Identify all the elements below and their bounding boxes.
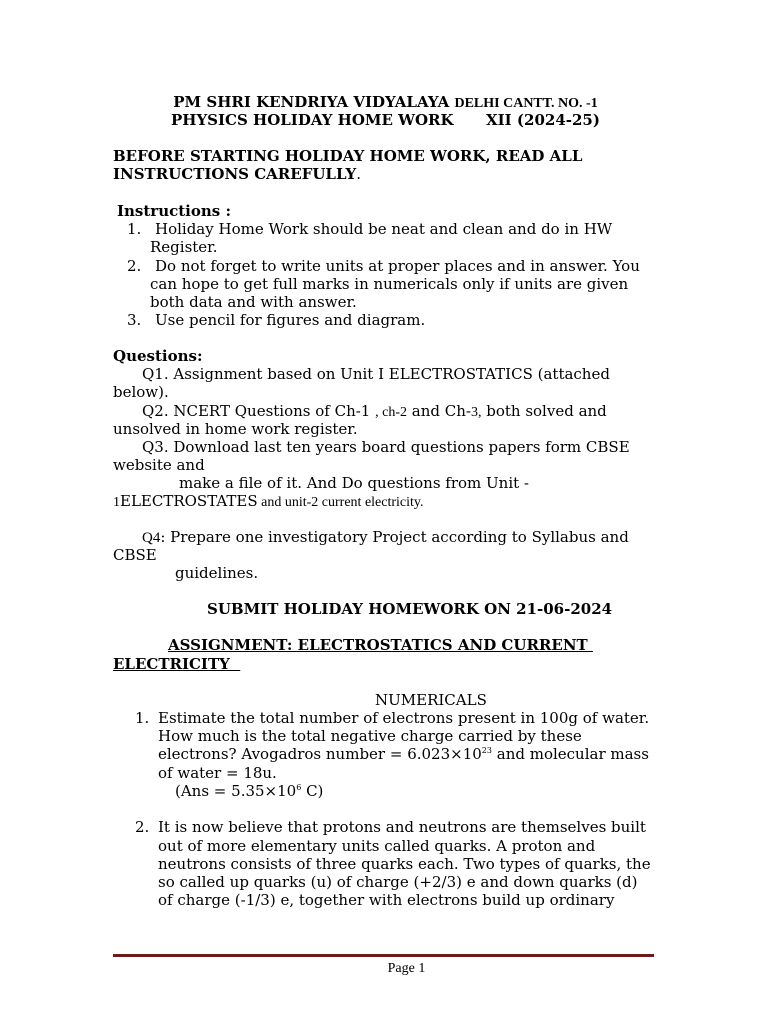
subtitle-right: XII (2024-25)	[486, 111, 600, 129]
q4-part: : Prepare one investigatory Project according to Syllabus and	[160, 528, 629, 546]
footer-divider	[113, 954, 654, 957]
q3-part: ELECTROSTATES	[120, 492, 258, 510]
num1-part: and molecular mass	[491, 745, 649, 763]
question-3-cont: make a file of it. And Do questions from Unit -	[179, 474, 529, 492]
q2-part: , ch-2	[375, 405, 408, 420]
numerical-1-cont	[158, 745, 703, 763]
numericals-heading: NUMERICALS	[375, 691, 487, 709]
q3-part: and unit-2 current electricity.	[257, 495, 424, 510]
instruction-text: Use pencil for figures and diagram.	[155, 311, 426, 329]
numerical-2	[135, 818, 680, 836]
question-2-cont: unsolved in home work register.	[113, 420, 358, 438]
numerical-1-cont: How much is the total negative charge carried by these	[158, 727, 582, 745]
instruction-number: 3.	[127, 311, 142, 329]
notice-dot: .	[356, 165, 362, 183]
numerical-1-cont: of water = 18u.	[158, 764, 277, 782]
instruction-text: Do not forget to write units at proper places and in answer. You	[155, 257, 640, 275]
answer-part: C)	[301, 782, 324, 800]
instruction-item-1-cont: Register.	[150, 238, 218, 256]
instruction-number: 1.	[127, 220, 142, 238]
numerical-1-answer	[175, 782, 720, 800]
page-number: Page 1	[387, 961, 426, 976]
instruction-number: 2.	[127, 257, 142, 275]
instruction-item-2	[127, 257, 672, 275]
instruction-item-1	[127, 220, 672, 238]
numerical-1	[135, 709, 680, 727]
exponent: 23	[481, 746, 492, 755]
numerical-text: It is now believe that protons and neutrons are themselves built	[158, 818, 646, 836]
instruction-item-2-cont: can hope to get full marks in numericals only if units are given	[150, 275, 629, 293]
school-name-rest: DELHI CANTT. NO. -1	[454, 96, 598, 111]
numerical-2-cont: neutrons consists of three quarks each. Two types of quarks, the	[158, 855, 651, 873]
notice-line-1: BEFORE STARTING HOLIDAY HOME WORK, READ ALL	[113, 147, 583, 165]
answer-part: (Ans = 5.35×10	[175, 782, 297, 800]
notice-line-2-text: INSTRUCTIONS CAREFULLY	[113, 165, 357, 183]
numerical-text: Estimate the total number of electrons present in 100g of water.	[158, 709, 650, 727]
q4-part: Q4	[142, 530, 161, 546]
question-4-cont: CBSE	[113, 546, 157, 564]
exponent: 6	[296, 783, 302, 792]
instruction-text: Holiday Home Work should be neat and clean and do in HW	[155, 220, 613, 238]
question-4	[142, 528, 687, 547]
question-4-cont: guidelines.	[175, 564, 259, 582]
instruction-item-3	[127, 311, 672, 329]
notice-line-2	[113, 165, 658, 183]
q2-part: 3,	[470, 405, 482, 420]
numerical-number: 1.	[135, 709, 150, 727]
subtitle-left: PHYSICS HOLIDAY HOME WORK	[171, 111, 454, 129]
question-3: Q3. Download last ten years board questions papers form CBSE	[142, 438, 630, 456]
assignment-heading-cont: ELECTRICITY	[113, 655, 241, 673]
numerical-2-cont: out of more elementary units called quarks. A proton and	[158, 837, 596, 855]
question-3-cont	[113, 492, 658, 512]
assignment-heading: ASSIGNMENT: ELECTROSTATICS AND CURRENT	[168, 636, 593, 654]
questions-heading: Questions:	[113, 347, 203, 365]
school-name-main: PM SHRI KENDRIYA VIDYALAYA	[173, 93, 450, 111]
num1-part: electrons? Avogadros number = 6.023×10	[158, 745, 482, 763]
question-3-cont: website and	[113, 456, 205, 474]
q2-part: both solved and	[481, 402, 607, 420]
instructions-heading: Instructions :	[117, 202, 231, 220]
q3-part: 1	[113, 495, 120, 510]
submit-date: SUBMIT HOLIDAY HOMEWORK ON 21-06-2024	[207, 600, 613, 618]
question-1: Q1. Assignment based on Unit I ELECTROSTATICS (attached	[142, 365, 610, 383]
q2-part: and Ch-	[407, 402, 471, 420]
q2-part: Q2. NCERT Questions of Ch-1	[142, 402, 376, 420]
numerical-2-cont: of charge (-1/3) e, together with electrons build up ordinary	[158, 891, 615, 909]
numerical-2-cont: so called up quarks (u) of charge (+2/3) e and down quarks (d)	[158, 873, 638, 891]
numerical-number: 2.	[135, 818, 150, 836]
question-1-cont: below).	[113, 383, 169, 401]
document-subtitle	[113, 111, 658, 129]
instruction-item-2-cont: both data and with answer.	[150, 293, 357, 311]
